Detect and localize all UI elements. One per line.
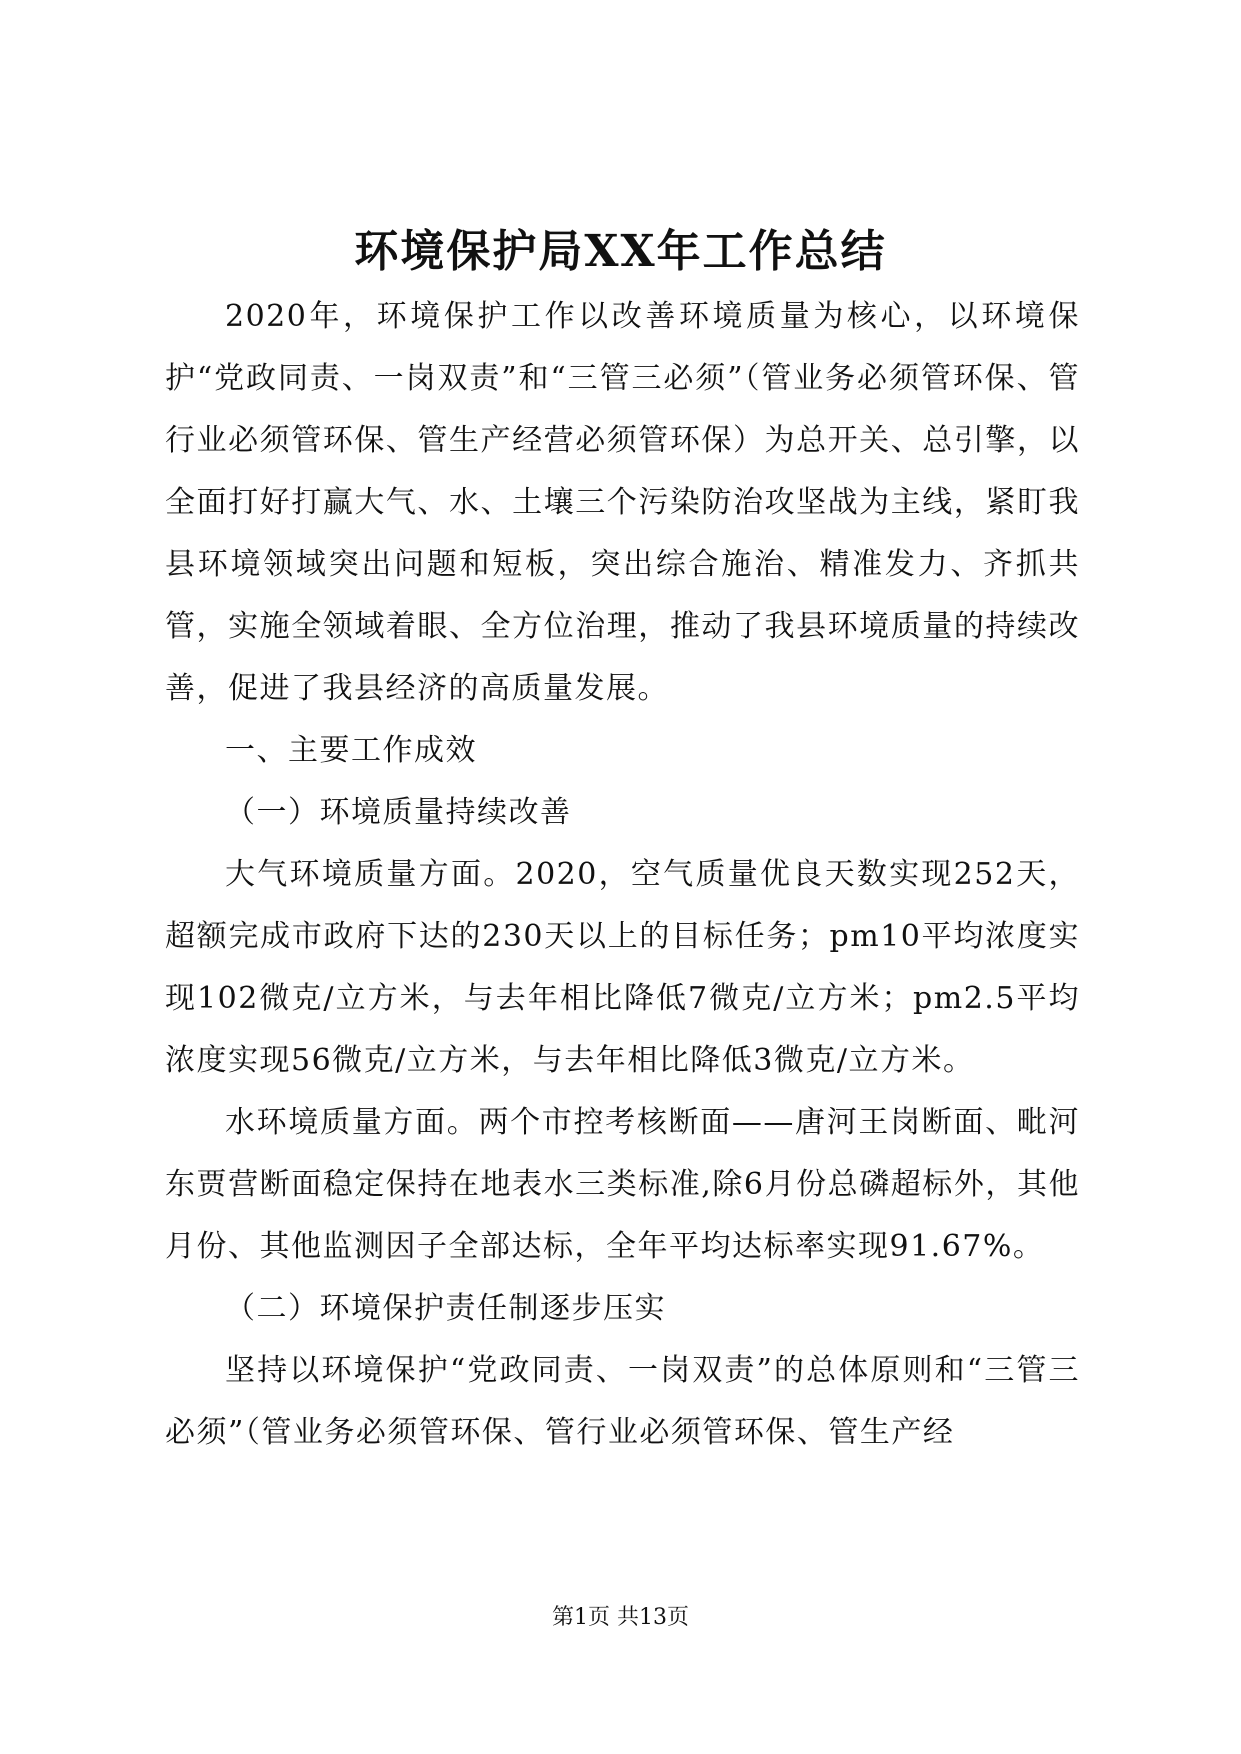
- paragraph-air-quality: 大气环境质量方面。2020，空气质量优良天数实现252天，超额完成市政府下达的230天以上的目标任务；pm10平均浓度实现102微克/立方米，与去年相比降低7微克/立方米；pm2.5平均浓度实现56微克/立方米，与去年相比降低3微克/立方米。: [165, 857, 1080, 1078]
- subsection-heading-responsibility: （二）环境保护责任制逐步压实: [225, 1291, 666, 1326]
- subsection-heading-environment-quality: （一）环境质量持续改善: [225, 795, 572, 830]
- section-heading-main-results: 一、主要工作成效: [225, 733, 477, 768]
- paragraph-water-quality: 水环境质量方面。两个市控考核断面——唐河王岗断面、毗河东贾营断面稳定保持在地表水三类标准,除6月份总磷超标外，其他月份、其他监测因子全部达标，全年平均达标率实现91.67%。: [165, 1105, 1080, 1264]
- document-title: 环境保护局XX年工作总结: [354, 226, 887, 277]
- paragraph-intro: 2020年，环境保护工作以改善环境质量为核心，以环境保护“党政同责、一岗双责”和“三管三必须”（管业务必须管环保、管行业必须管环保、管生产经营必须管环保）为总开关、总引擎，以全面打好打赢大气、水、土壤三个污染防治攻坚战为主线，紧盯我县环境领域突出问题和短板，突出综合施治、精准发力、齐抓共管，实施全领域着眼、全方位治理，推动了我县环境质量的持续改善，促进了我县经济的高质量发展。: [165, 299, 1080, 706]
- page-number-footer: 第1页 共13页: [552, 1605, 689, 1630]
- paragraph-responsibility: 坚持以环境保护“党政同责、一岗双责”的总体原则和“三管三必须”（管业务必须管环保、管行业必须管环保、管生产经: [165, 1353, 1080, 1450]
- document-body: [165, 286, 1080, 1464]
